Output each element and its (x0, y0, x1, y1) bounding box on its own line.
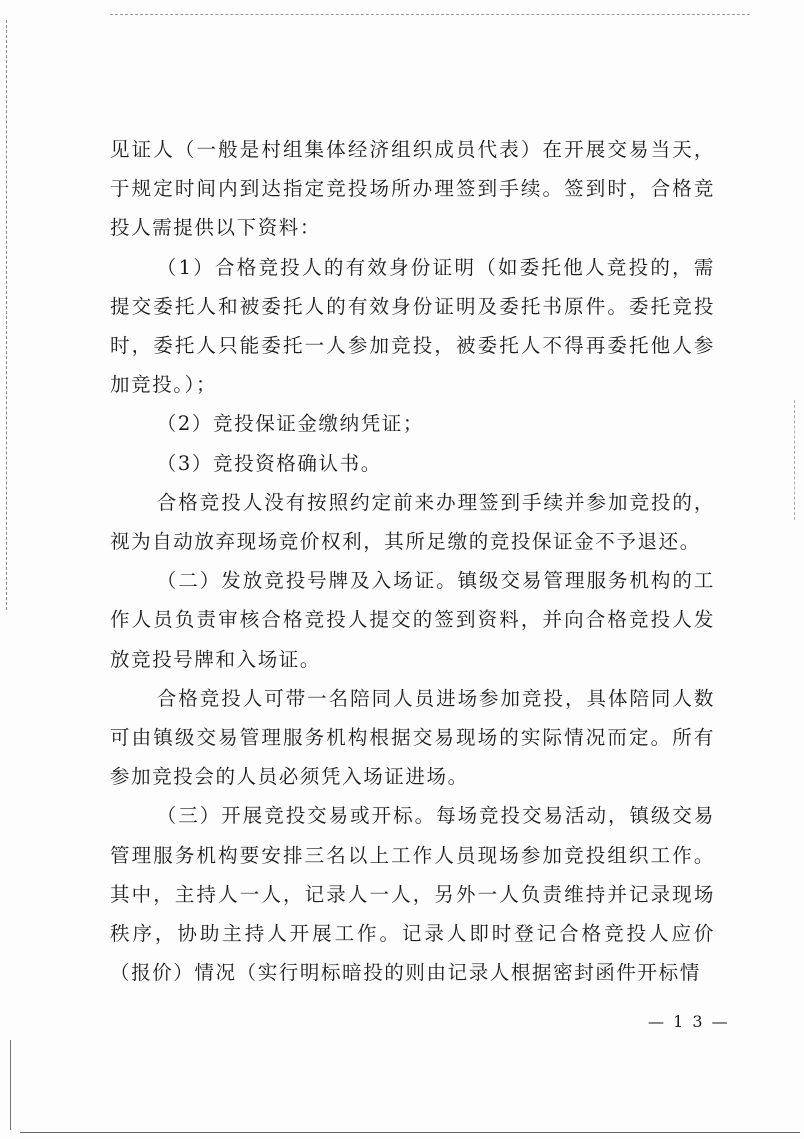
paragraph: （二）发放竞投号牌及入场证。镇级交易管理服务机构的工作人员负责审核合格竞投人提交的签到资料，并向合格竞投人发放竞投号牌和入场证。 (110, 569, 715, 671)
paragraph: （2）竞投保证金缴纳凭证； (156, 412, 425, 436)
paragraph: （1）合格竞投人的有效身份证明（如委托他人竞投的，需提交委托人和被委托人的有效身份证明及委托书原件。委托竞投时，委托人只能委托一人参加竞投，被委托人不得再委托他人参加竞投。）； (110, 255, 715, 397)
paragraph: 见证人（一般是村组集体经济组织成员代表）在开展交易当天，于规定时间内到达指定竞投场所办理签到手续。签到时，合格竞投人需提供以下资料： (110, 138, 715, 240)
body-text (110, 130, 715, 992)
paragraph: 合格竞投人可带一名陪同人员进场参加竞投，具体陪同人数可由镇级交易管理服务机构根据交易现场的实际情况而定。所有参加竞投会的人员必须凭入场证进场。 (110, 686, 715, 789)
paragraph: （3）竞投资格确认书。 (156, 451, 382, 475)
scan-artifact-bottom (20, 1132, 800, 1133)
scan-artifact-left-lower (10, 1040, 11, 1130)
scan-artifact-right (794, 400, 795, 520)
scan-artifact-left (6, 20, 7, 610)
paragraph: 合格竞投人没有按照约定前来办理签到手续并参加竞投的，视为自动放弃现场竞价权利，其所足缴的竞投保证金不予退还。 (110, 490, 715, 554)
page-number: — 1 3 — (648, 1012, 730, 1031)
scan-artifact-top (110, 14, 750, 15)
paragraph: （三）开展竞投交易或开标。每场竞投交易活动，镇级交易管理服务机构要安排三名以上工作人员现场参加竞投组织工作。其中，主持人一人，记录人一人，另外一人负责维持并记录现场秩序，协助主持人开展工作。记录人即时登记合格竞投人应价（报价）情况（实行明标暗投的则由记录人根据密封函件开标情 (110, 804, 715, 985)
